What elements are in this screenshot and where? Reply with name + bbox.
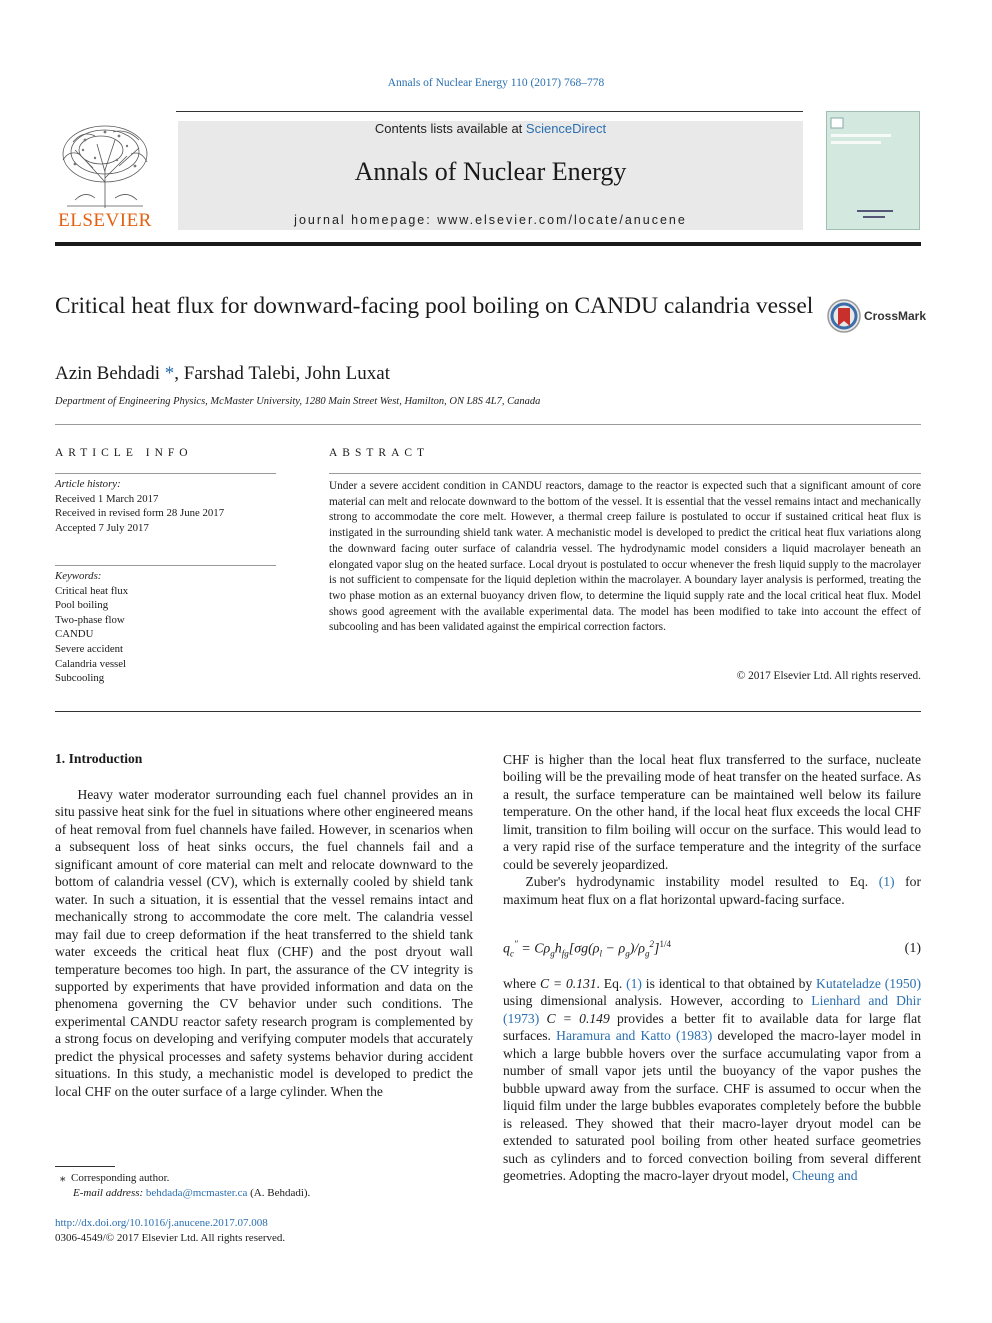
keyword: Critical heat flux (55, 584, 129, 597)
text-run: developed the macro-layer model in which a large bubble hovers over the surface accumulating vapor from a number of small vapor jets until the buoyancy of the vapor pushes the bubble upward away from the surface. CHF is assumed to occur when the liquid film under the large bubbles evaporates completely before the bubble is released. They showed that their macro-layer dryout model can be extended to saturated pool boiling from other heated surface geometries such as cylinders and to forced convection boiling from several different geometries. Adopting the macro-layer dryout model, (503, 1028, 922, 1183)
issn-line: 0306-4549/© 2017 Elsevier Ltd. All rights reserved. (55, 1232, 286, 1244)
text-run: Zuber's hydrodynamic instability model resulted to Eq. (525, 874, 879, 890)
footnote-text: Corresponding author. (71, 1172, 170, 1184)
keyword: Two-phase flow (55, 613, 125, 626)
email-link[interactable]: behdada@mcmaster.ca (145, 1187, 248, 1199)
keyword: Subcooling (55, 672, 105, 685)
crossmark-icon (826, 298, 862, 334)
inline-math: C = 0.131 (540, 976, 597, 991)
abstract-copyright: © 2017 Elsevier Ltd. All rights reserved. (736, 670, 921, 682)
author-name: Azin Behdadi (55, 363, 165, 384)
title-rule (55, 424, 921, 425)
header-thick-rule (55, 242, 921, 246)
body-column-left (55, 786, 473, 1100)
corresponding-footnote (60, 1171, 169, 1184)
section-heading: 1. Introduction (55, 751, 143, 766)
equation-number: (1) (904, 941, 921, 956)
journal-title: Annals of Nuclear Energy (354, 157, 627, 186)
citation-link[interactable]: Haramura and Katto (1983) (556, 1028, 713, 1044)
body-column-right-bottom (503, 975, 921, 1184)
article-history (55, 477, 276, 535)
inline-math: C = 0.149 (539, 1010, 610, 1026)
keywords-rule (55, 565, 276, 566)
keyword: CANDU (55, 628, 94, 641)
contents-prefix: Contents lists available at (374, 121, 526, 136)
sciencedirect-link[interactable]: ScienceDirect (525, 121, 607, 136)
equation-body: $q_c'' = C\rho_gh_{fg}[\sigma g(\rho_l - \rho_g)/\rho_g^2]^{1/4}$ (503, 939, 671, 959)
email-suffix: (A. Behdadi). (247, 1187, 311, 1199)
body-column-right-top (503, 751, 921, 908)
citation-link[interactable]: Kutateladze (1950) (816, 976, 921, 991)
abstract-text: Under a severe accident condition in CANDU reactors, damage to the reactor is expected such that a significant amount of core material can melt and relocate downward to the bottom of the vessel. It is essential that the vessel remains intact and mechanically strong to accommodate the core melt. However, a thermal creep failure is postulated to occur if sustained critical heat flux is instigated in the surrounding shield tank water. A mechanistic model is developed to predict the critical heat flux variations along the downward facing outer surface of calandria vessel. The hydrodynamic model considers a liquid macrolayer beneath an elongated vapor slug on the heated surface. Local dryout is postulated to occur whenever the fresh liquid supply to the macrolayer is not sufficient to compensate for the liquid depletion within the macrolayer. A boundary layer analysis is performed, treating the two phase motion as an external buoyancy driven flow, to determine the liquid supply rate and the local critical heat flux. Model shows good agreement with the available experimental data. The model has been modified to take into account the effect of subcooling and has been validated against the empirical correction factors. (329, 480, 921, 634)
affiliation: Department of Engineering Physics, McMaster University, 1280 Main Street West, Hamilton, ON L8S 4L7, Canada (55, 396, 541, 407)
text-run: is identical to that obtained by (641, 976, 817, 991)
text-run: for maximum heat flux on a flat horizontal upward-facing surface. (503, 874, 921, 907)
article-title: Critical heat flux for downward-facing pool boiling on CANDU calandria vessel (55, 293, 814, 319)
journal-citation[interactable] (0, 77, 992, 89)
text-run: provides a better fit to available data for large flat surfaces. (503, 1010, 921, 1044)
text-run: using dimensional analysis. However, according to (503, 993, 812, 1009)
info-rule (55, 473, 276, 474)
revised-date: Received in revised form 28 June 2017 (55, 507, 225, 520)
homepage-link[interactable]: www.elsevier.com/locate/anucene (437, 213, 687, 227)
keywords-label: Keywords: (55, 570, 102, 582)
journal-cover-thumbnail[interactable] (826, 111, 920, 230)
keyword: Severe accident (55, 642, 124, 655)
paragraph: Heavy water moderator surrounding each fuel channel provides an in situ passive heat sink for the fuel in situations where other engineered means of heat removal from fuel channels have failed. However, in scenarios when a subsequent loss of heat sinks occurs, the fuel channels fail and a significant amount of core material can melt and relocate downward to the bottom of calandria vessel (CV), which is externally cooled by shield tank water. In such a situation, it is essential that the vessel remains intact and mechanically strong to accommodate the core melt. The calandria vessel may fail due to creep deformation if the heat transferred to the shield tank water exceeds the critical heat flux (CHF) and the post dryout wall temperature becomes too high. In part, the assurance of the CV integrity is supported by experiments that have provided information and data on the phenomena governing the CV behavior under such conditions. The experimental CANDU reactor safety research program is complemented by a strong focus on developing and verifying computer models that accurately predict the physical processes and safety systems behavior during accident situations. In this study, a mechanistic model is developed to predict the local CHF on the outer surface of a large cylinder. When the (55, 787, 473, 1099)
text-run: . Eq. (596, 976, 627, 991)
footnote-mark: ⁎ (60, 1172, 66, 1184)
corresponding-author-mark[interactable]: * (164, 363, 175, 384)
abstract-heading: ABSTRACT (329, 447, 430, 459)
email-label: E-mail address: (73, 1187, 144, 1199)
elsevier-wordmark: ELSEVIER (58, 210, 152, 231)
author-list (55, 363, 390, 385)
keywords-list (55, 569, 276, 686)
paragraph (503, 975, 921, 1184)
citation-link[interactable]: Cheung and (792, 1167, 858, 1183)
accepted-date: Accepted 7 July 2017 (55, 521, 149, 534)
doi-link[interactable] (55, 1217, 268, 1229)
received-date: Received 1 March 2017 (55, 492, 159, 505)
paragraph: CHF is higher than the local heat flux transferred to the surface, nucleate boiling will be the prevailing mode of heat transfer on the heated surface. As a result, the surface temperature can be maintained well below its failure temperature. On the other hand, if the local heat flux exceeds the local CHF limit, transition to film boiling will occur on the surface. This would lead to a very rapid rise of the surface temperature and the integrity of the surface could be severely jeopardized. (503, 752, 921, 872)
homepage-prefix: journal homepage: (294, 213, 438, 227)
paragraph (503, 873, 921, 908)
citation-text[interactable]: Annals of Nuclear Energy 110 (2017) 768–778 (387, 77, 605, 89)
citation-link[interactable]: Lienhard and Dhir (1973) (503, 993, 921, 1026)
front-matter-rule (55, 711, 921, 712)
equation-ref-link[interactable]: (1) (626, 976, 642, 991)
doi-text[interactable]: http://dx.doi.org/10.1016/j.anucene.2017.07.008 (55, 1217, 268, 1229)
equation-ref-link[interactable]: (1) (878, 874, 895, 890)
header-rule (176, 111, 803, 112)
history-label: Article history: (55, 478, 121, 490)
contents-line (178, 121, 803, 136)
email-footnote (73, 1187, 310, 1199)
crossmark-label[interactable]: CrossMark (864, 309, 927, 323)
abstract-rule (329, 473, 921, 474)
keyword: Calandria vessel (55, 657, 127, 670)
article-info-heading: ARTICLE INFO (55, 447, 193, 459)
author-names-rest: , Farshad Talebi, John Luxat (174, 363, 390, 384)
keyword: Pool boiling (55, 599, 109, 612)
equation-1 (503, 939, 921, 963)
journal-homepage (178, 213, 803, 227)
footnote-rule (55, 1166, 115, 1167)
text-run: where (503, 976, 541, 991)
